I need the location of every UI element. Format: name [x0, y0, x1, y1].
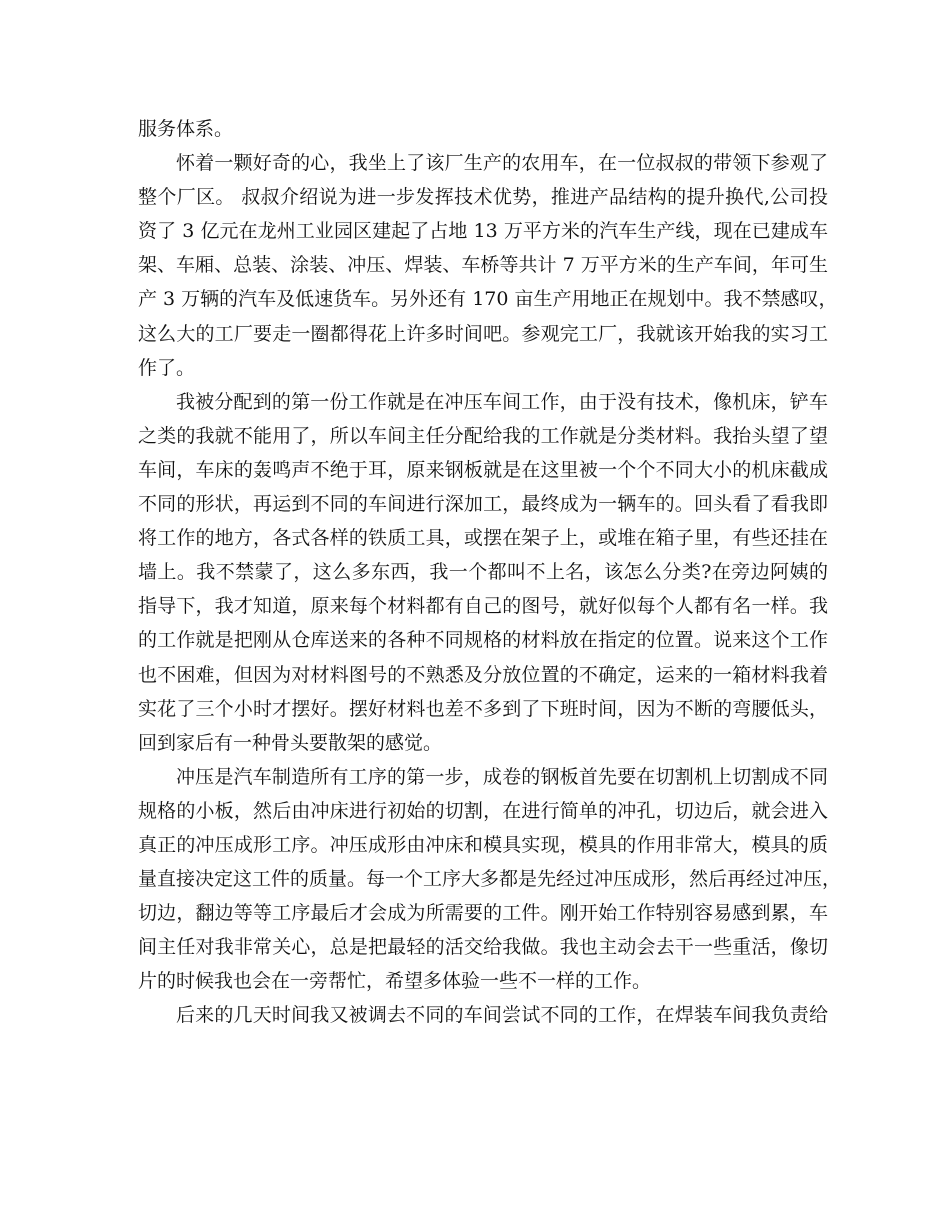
text-line: 我被分配到的第一份工作就是在冲压车间工作，由于没有技术，像机床，铲车 — [176, 390, 828, 413]
text-line: 资了 3 亿元在龙州工业园区建起了占地 13 万平方米的汽车生产线，现在已建成车 — [138, 220, 828, 243]
text-line: 规格的小板，然后由冲床进行初始的切割，在进行简单的冲孔，切边后，就会进入 — [138, 799, 828, 822]
document-body — [138, 112, 842, 1033]
text-line: 实花了三个小时才摆好。摆好材料也差不多到了下班时间，因为不断的弯腰低头， — [138, 697, 828, 720]
text-line: 产 3 万辆的汽车及低速货车。另外还有 170 亩生产用地正在规划中。我不禁感叹， — [138, 288, 838, 311]
text-line: 这么大的工厂要走一圈都得花上许多时间吧。参观完工厂，我就该开始我的实习工 — [138, 322, 828, 345]
text-line: 不同的形状，再运到不同的车间进行深加工，最终成为一辆车的。回头看了看我即 — [138, 493, 828, 516]
text-line: 车间，车床的轰鸣声不绝于耳，原来钢板就是在这里被一个个不同大小的机床截成 — [138, 458, 828, 481]
text-line: 的工作就是把刚从仓库送来的各种不同规格的材料放在指定的位置。说来这个工作 — [138, 629, 828, 652]
text-line: 回到家后有一种骨头要散架的感觉。 — [138, 731, 443, 754]
text-line: 切边，翻边等等工序最后才会成为所需要的工件。刚开始工作特别容易感到累，车 — [138, 902, 828, 925]
text-line: 怀着一颗好奇的心，我坐上了该厂生产的农用车，在一位叔叔的带领下参观了 — [176, 152, 828, 175]
text-line: 间主任对我非常关心，总是把最轻的活交给我做。我也主动会去干一些重活，像切 — [138, 936, 828, 959]
text-line: 服务体系。 — [138, 118, 234, 140]
text-line: 片的时候我也会在一旁帮忙，希望多体验一些不一样的工作。 — [138, 970, 652, 993]
text-line: 之类的我就不能用了，所以车间主任分配给我的工作就是分类材料。我抬头望了望 — [138, 424, 828, 447]
text-line: 量直接决定这工件的质量。每一个工序大多都是先经过冲压成形，然后再经过冲压， — [138, 868, 842, 891]
text-line: 后来的几天时间我又被调去不同的车间尝试不同的工作，在焊装车间我负责给 — [176, 1004, 828, 1027]
text-line: 冲压是汽车制造所有工序的第一步，成卷的钢板首先要在切割机上切割成不同 — [176, 765, 828, 788]
text-line: 墙上。我不禁蒙了，这么多东西，我一个都叫不上名，该怎么分类?在旁边阿姨的 — [138, 561, 828, 584]
text-line: 指导下，我才知道，原来每个材料都有自己的图号，就好似每个人都有名一样。我 — [138, 595, 828, 618]
text-line: 架、车厢、总装、涂装、冲压、焊装、车桥等共计 7 万平方米的生产车间，年可生 — [138, 254, 828, 277]
text-line: 作了。 — [138, 356, 196, 379]
text-line: 整个厂区。 叔叔介绍说为进一步发挥技术优势，推进产品结构的提升换代,公司投 — [138, 186, 828, 209]
text-line: 将工作的地方，各式各样的铁质工具，或摆在架子上，或堆在箱子里，有些还挂在 — [138, 527, 828, 550]
text-line: 真正的冲压成形工序。冲压成形由冲床和模具实现，模具的作用非常大，模具的质 — [138, 833, 828, 856]
text-line: 也不困难，但因为对材料图号的不熟悉及分放位置的不确定，运来的一箱材料我着 — [138, 663, 828, 686]
